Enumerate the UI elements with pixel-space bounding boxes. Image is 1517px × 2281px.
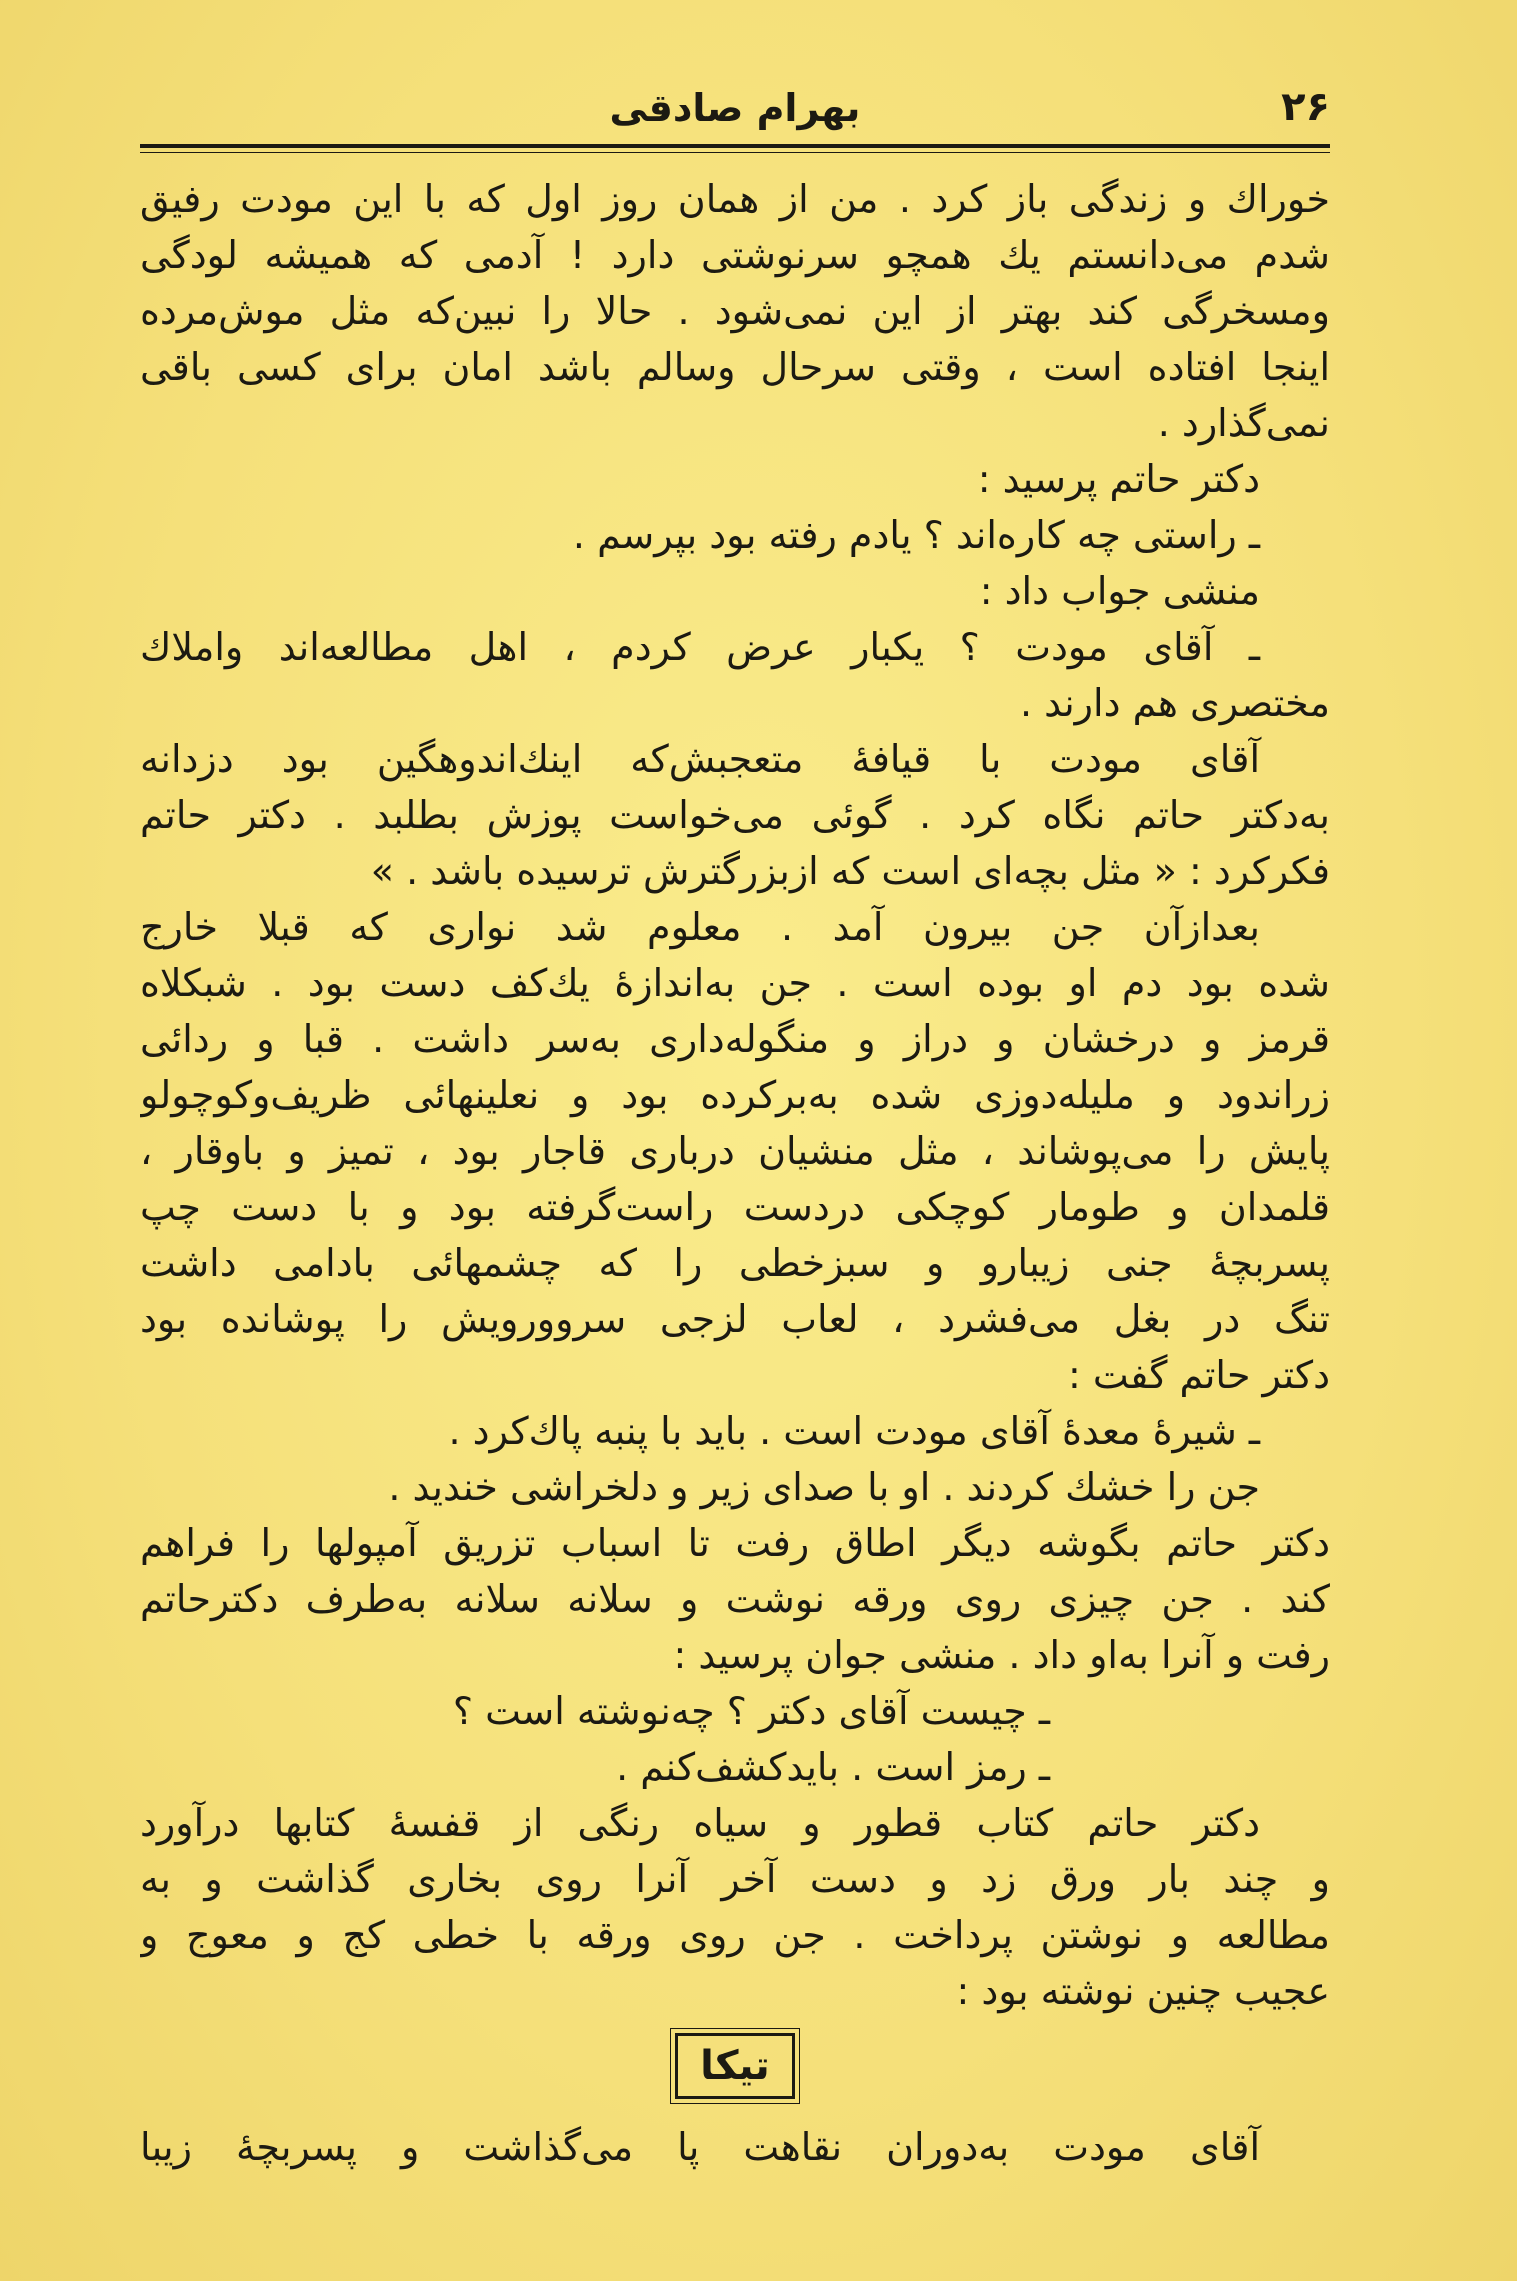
text-line: آقای مودت با قیافهٔ متعجبش‌که اینك‌اندوهگین بود دزدانه bbox=[140, 737, 1260, 781]
text-line: ـ راستی چه کاره‌اند ؟ یادم رفته بود بپرسم . bbox=[572, 513, 1260, 557]
page-number: ۲۶ bbox=[1281, 84, 1330, 130]
text-line: بعدازآن جن بیرون آمد . معلوم شد نواری که قبلا خارج bbox=[140, 905, 1260, 949]
text-line: دکتر حاتم گفت : bbox=[1067, 1353, 1330, 1397]
text-line: قرمز و درخشان و دراز و منگوله‌داری به‌سر داشت . قبا و ردائی bbox=[140, 1017, 1330, 1061]
text-line: ومسخرگی کند بهتر از این نمی‌شود . حالا را نبین‌که مثل موش‌مرده bbox=[140, 289, 1330, 333]
running-head: بهرام صادقی bbox=[609, 86, 861, 130]
text-line: ـ رمز است . بایدکشف‌کنم . bbox=[616, 1745, 1050, 1789]
text-line: رفت و آنرا به‌او داد . منشی جوان پرسید : bbox=[673, 1633, 1330, 1677]
text-line: ـ چیست آقای دکتر ؟ چه‌نوشته است ؟ bbox=[452, 1689, 1050, 1733]
header-rule bbox=[140, 144, 1330, 153]
text-line: فکرکرد : « مثل بچه‌ای است که ازبزرگترش ترسیده باشد . » bbox=[370, 849, 1330, 893]
text-line: کند . جن چیزی روی ورقه نوشت و سلانه سلانه به‌طرف دکترحاتم bbox=[140, 1577, 1330, 1621]
text-line: زراندود و ملیله‌دوزی شده به‌برکرده بود و نعلینهائی ظریف‌وکوچولو bbox=[140, 1073, 1330, 1117]
text-line: دکتر حاتم بگوشه دیگر اطاق رفت تا اسباب تزریق آمپولها را فراهم bbox=[140, 1521, 1330, 1565]
text-line: دکتر حاتم پرسید : bbox=[977, 457, 1260, 501]
boxed-title: تیکا bbox=[675, 2033, 795, 2099]
text-line: پسربچهٔ جنی زیبارو و سبزخطی را که چشمهائی بادامی داشت bbox=[140, 1241, 1330, 1285]
text-line: جن را خشك کردند . او با صدای زیر و دلخراشی خندید . bbox=[388, 1465, 1260, 1509]
body-text bbox=[140, 171, 1330, 2019]
text-line: شدم می‌دانستم یك همچو سرنوشتی دارد ! آدمی که همیشه لودگی bbox=[140, 233, 1330, 277]
page-header bbox=[140, 80, 1330, 142]
text-line: پایش را می‌پوشاند ، مثل منشیان درباری قاجار بود ، تمیز و باوقار ، bbox=[140, 1129, 1330, 1173]
text-line: اینجا افتاده است ، وقتی سرحال وسالم باشد امان برای کسی باقی bbox=[140, 345, 1330, 389]
text-line: مختصری هم دارند . bbox=[1019, 681, 1330, 725]
text-line: شده بود دم او بوده است . جن به‌اندازهٔ یك‌کف دست بود . شبکلاه bbox=[140, 961, 1330, 1005]
book-page bbox=[140, 80, 1330, 2200]
text-line: عجیب چنین نوشته بود : bbox=[956, 1969, 1330, 2013]
text-line: نمی‌گذارد . bbox=[1157, 401, 1330, 445]
boxed-title-wrap bbox=[140, 2033, 1330, 2105]
text-line: و چند بار ورق زد و دست آخر آنرا روی بخاری گذاشت و به bbox=[140, 1857, 1330, 1901]
text-line: تنگ در بغل می‌فشرد ، لعاب لزجی سروورویش را پوشانده بود bbox=[140, 1297, 1330, 1341]
text-line: به‌دکتر حاتم نگاه کرد . گوئی می‌خواست پوزش بطلبد . دکتر حاتم bbox=[140, 793, 1330, 837]
text-line-last: آقای مودت به‌دوران نقاهت پا می‌گذاشت و پسربچهٔ زیبا bbox=[140, 2125, 1260, 2169]
text-line: ـ شیرهٔ معدهٔ آقای مودت است . باید با پنبه پاك‌کرد . bbox=[448, 1409, 1260, 1453]
text-line: مطالعه و نوشتن پرداخت . جن روی ورقه با خطی کج و معوج و bbox=[140, 1913, 1330, 1957]
text-line: دکتر حاتم کتاب قطور و سیاه رنگی از قفسهٔ کتابها درآورد bbox=[140, 1801, 1260, 1845]
text-line: خوراك و زندگی باز کرد . من از همان روز اول که با این مودت رفیق bbox=[140, 177, 1330, 221]
text-line: قلمدان و طومار کوچکی دردست راست‌گرفته بود و با دست چپ bbox=[140, 1185, 1330, 1229]
text-line: منشی جواب داد : bbox=[979, 569, 1260, 613]
text-line: ـ آقای مودت ؟ یکبار عرض کردم ، اهل مطالعه‌اند واملاك bbox=[140, 625, 1260, 669]
